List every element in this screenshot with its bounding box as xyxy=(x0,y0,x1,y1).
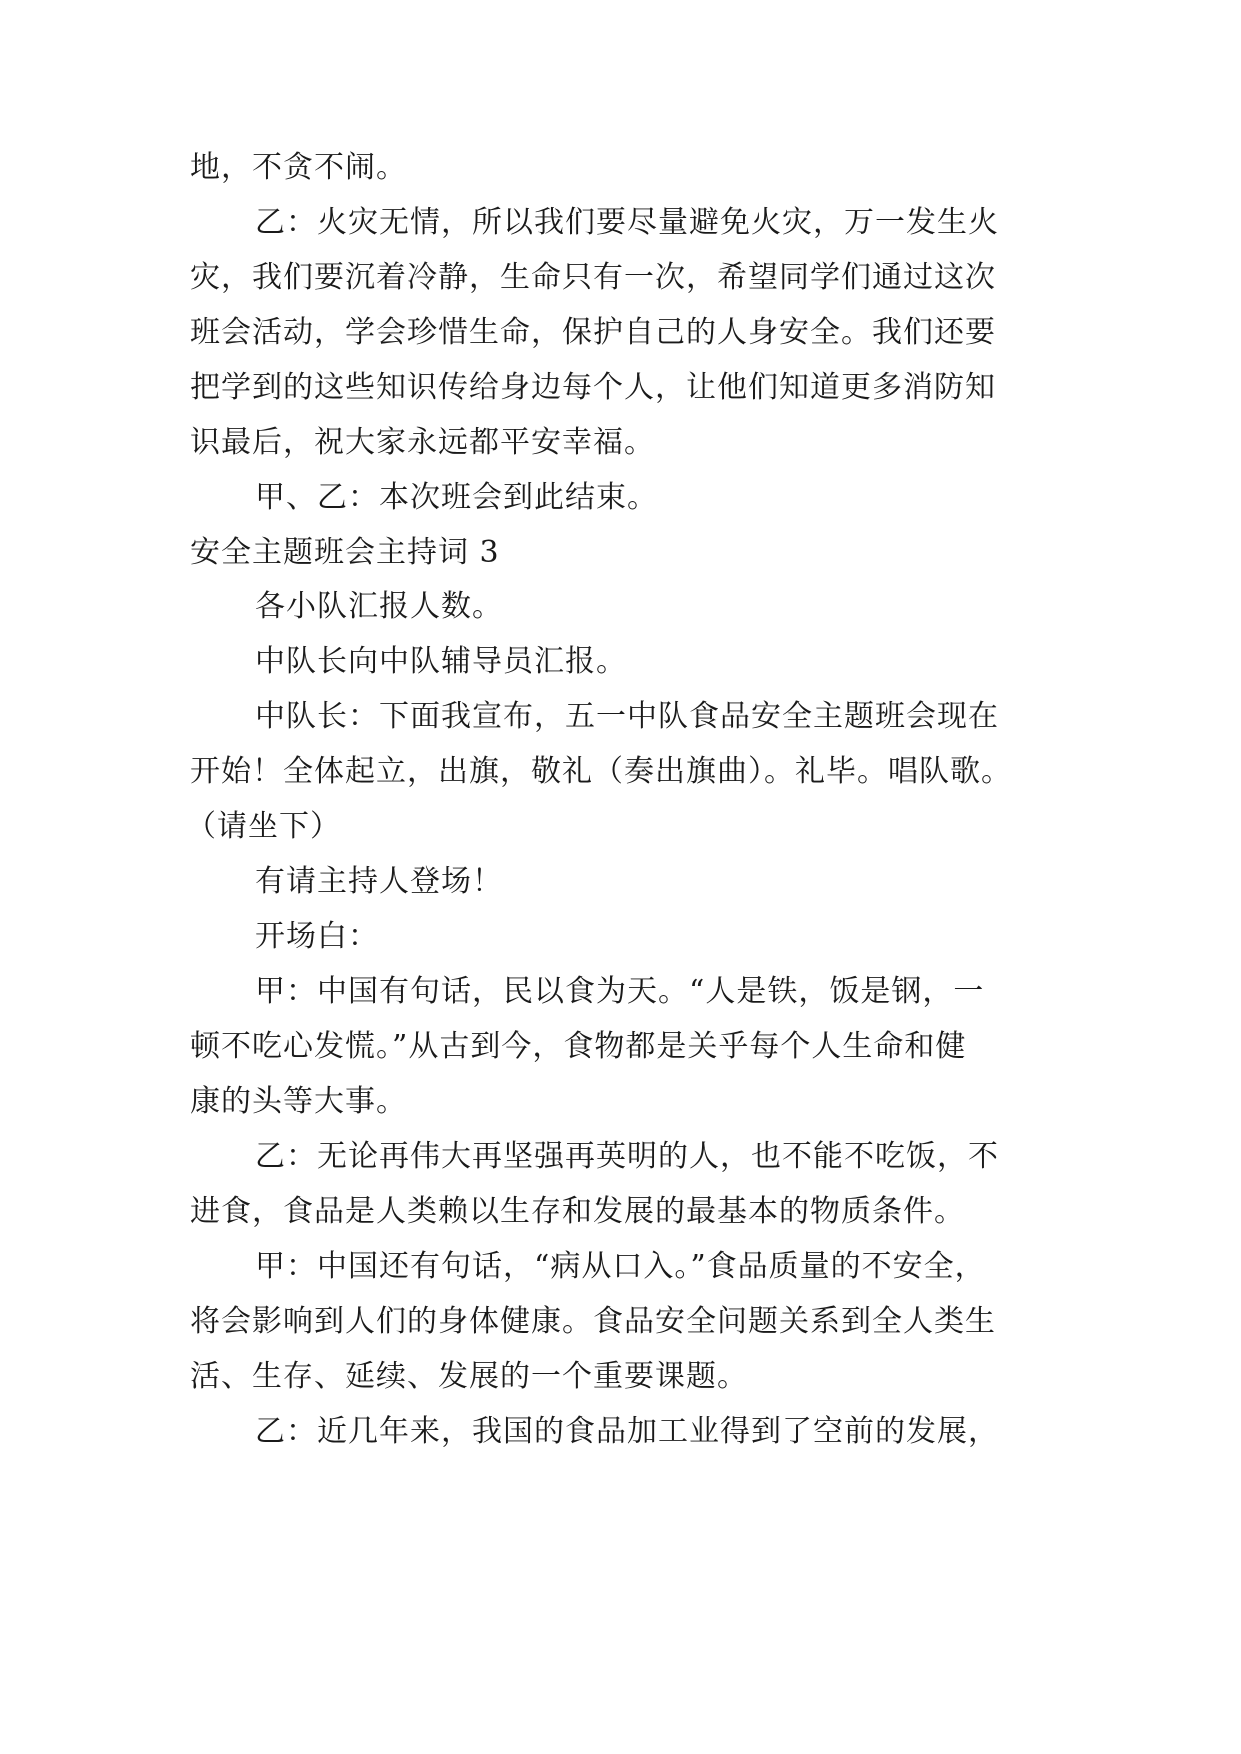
text-line: 将会影响到人们的身体健康。食品安全问题关系到全人类生 xyxy=(190,1304,996,1339)
text-line: 开场白： xyxy=(255,919,379,954)
text-line: 开始！全体起立，出旗，敬礼（奏出旗曲）。礼毕。唱队歌。 xyxy=(190,754,1012,789)
text-line: 各小队汇报人数。 xyxy=(255,589,503,624)
text-line: 中队长：下面我宣布，五一中队食品安全主题班会现在 xyxy=(255,699,999,734)
text-line: 进食，食品是人类赖以生存和发展的最基本的物质条件。 xyxy=(190,1194,965,1229)
text-line: 灾，我们要沉着冷静，生命只有一次，希望同学们通过这次 xyxy=(190,260,996,295)
text-line: （请坐下） xyxy=(186,809,341,844)
text-line: 中队长向中队辅导员汇报。 xyxy=(255,644,627,679)
text-line: 有请主持人登场！ xyxy=(255,864,503,899)
text-line: 顿不吃心发慌。”从古到今，食物都是关乎每个人生命和健 xyxy=(190,1029,967,1064)
text-line: 甲：中国还有句话，“病从口入。”食品质量的不安全， xyxy=(255,1249,986,1284)
text-line: 班会活动，学会珍惜生命，保护自己的人身安全。我们还要 xyxy=(190,315,996,350)
text-line: 康的头等大事。 xyxy=(190,1084,407,1119)
text-line: 甲：中国有句话，民以食为天。“人是铁，饭是钢，一 xyxy=(255,974,985,1009)
section-heading: 安全主题班会主持词 3 xyxy=(190,535,500,570)
text-line: 识最后，祝大家永远都平安幸福。 xyxy=(190,425,655,460)
text-line: 甲、乙：本次班会到此结束。 xyxy=(255,480,658,515)
text-line: 把学到的这些知识传给身边每个人，让他们知道更多消防知 xyxy=(190,370,996,405)
text-line: 活、生存、延续、发展的一个重要课题。 xyxy=(190,1359,748,1394)
text-line: 乙：火灾无情，所以我们要尽量避免火灾，万一发生火 xyxy=(255,205,999,240)
text-line: 地，不贪不闹。 xyxy=(190,150,407,185)
text-line: 乙：无论再伟大再坚强再英明的人，也不能不吃饭，不 xyxy=(255,1139,999,1174)
text-line: 乙：近几年来，我国的食品加工业得到了空前的发展， xyxy=(255,1414,999,1449)
